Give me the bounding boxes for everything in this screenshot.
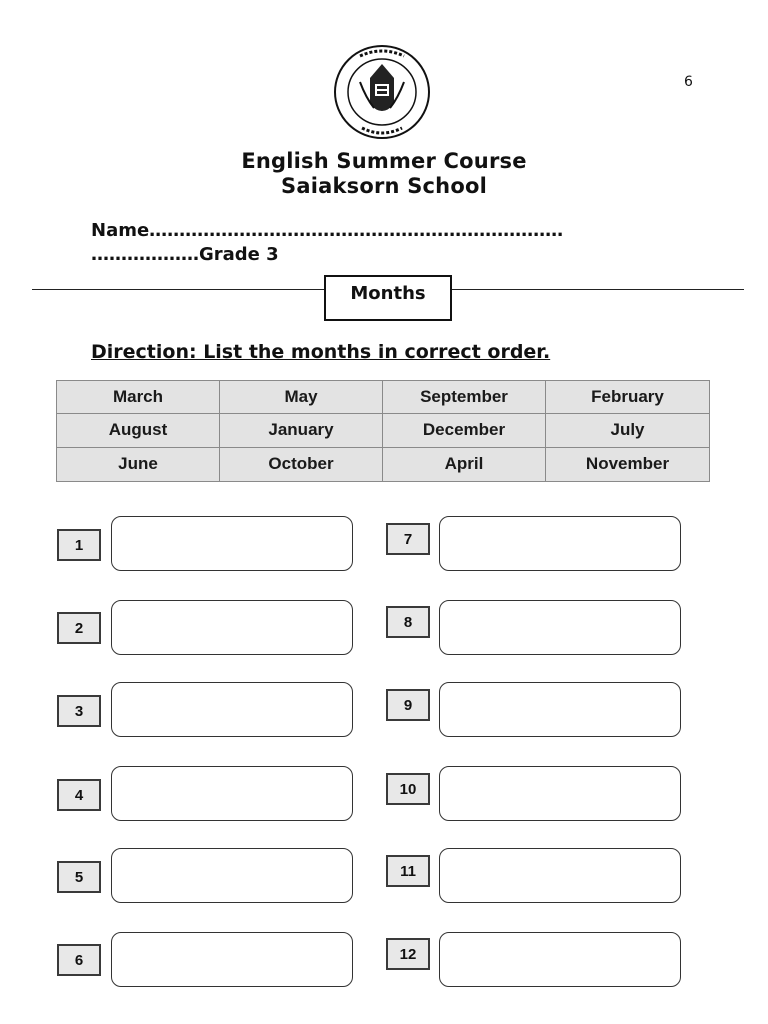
grade-line: ………………Grade 3	[91, 244, 279, 265]
word-bank-cell: November	[585, 454, 670, 474]
answer-box-7[interactable]	[439, 516, 681, 571]
word-bank-cell: April	[383, 448, 546, 481]
word-bank-cell: February	[546, 381, 709, 414]
answer-box-4[interactable]	[111, 766, 353, 821]
answer-box-2[interactable]	[111, 600, 353, 655]
answer-number: 2	[57, 612, 101, 644]
answer-box-12[interactable]	[439, 932, 681, 987]
page-number: 6	[684, 74, 693, 90]
word-bank-cell: August	[57, 414, 220, 447]
direction-text: Direction: List the months in correct order.	[91, 341, 551, 363]
answer-number: 6	[57, 944, 101, 976]
answer-box-5[interactable]	[111, 848, 353, 903]
answer-number: 5	[57, 861, 101, 893]
word-bank-cell: September	[383, 381, 546, 414]
word-bank-cell: December	[383, 414, 546, 447]
answer-number: 7	[386, 523, 430, 555]
answer-box-6[interactable]	[111, 932, 353, 987]
word-bank-cell: May	[220, 381, 383, 414]
word-bank-cell: October	[220, 448, 383, 481]
name-field-line: Name……………………………………………………………	[91, 220, 564, 241]
course-title: English Summer Course	[241, 149, 527, 173]
school-name: Saiaksorn School	[281, 174, 487, 198]
answer-box-1[interactable]	[111, 516, 353, 571]
word-bank-table	[56, 380, 710, 482]
word-bank-cell: March	[57, 381, 220, 414]
answer-box-8[interactable]	[439, 600, 681, 655]
word-bank-cell: January	[220, 414, 383, 447]
answer-number: 1	[57, 529, 101, 561]
answer-number: 12	[386, 938, 430, 970]
answer-number: 10	[386, 773, 430, 805]
answer-box-11[interactable]	[439, 848, 681, 903]
answer-number: 9	[386, 689, 430, 721]
answer-box-10[interactable]	[439, 766, 681, 821]
answer-number: 8	[386, 606, 430, 638]
topic-label: Months	[324, 275, 452, 321]
answer-box-9[interactable]	[439, 682, 681, 737]
answer-box-3[interactable]	[111, 682, 353, 737]
answer-number: 11	[386, 855, 430, 887]
school-seal-logo	[330, 42, 434, 142]
answer-number: 4	[57, 779, 101, 811]
word-bank-cell: June	[57, 448, 220, 481]
word-bank-cell: July	[546, 414, 709, 447]
answer-number: 3	[57, 695, 101, 727]
